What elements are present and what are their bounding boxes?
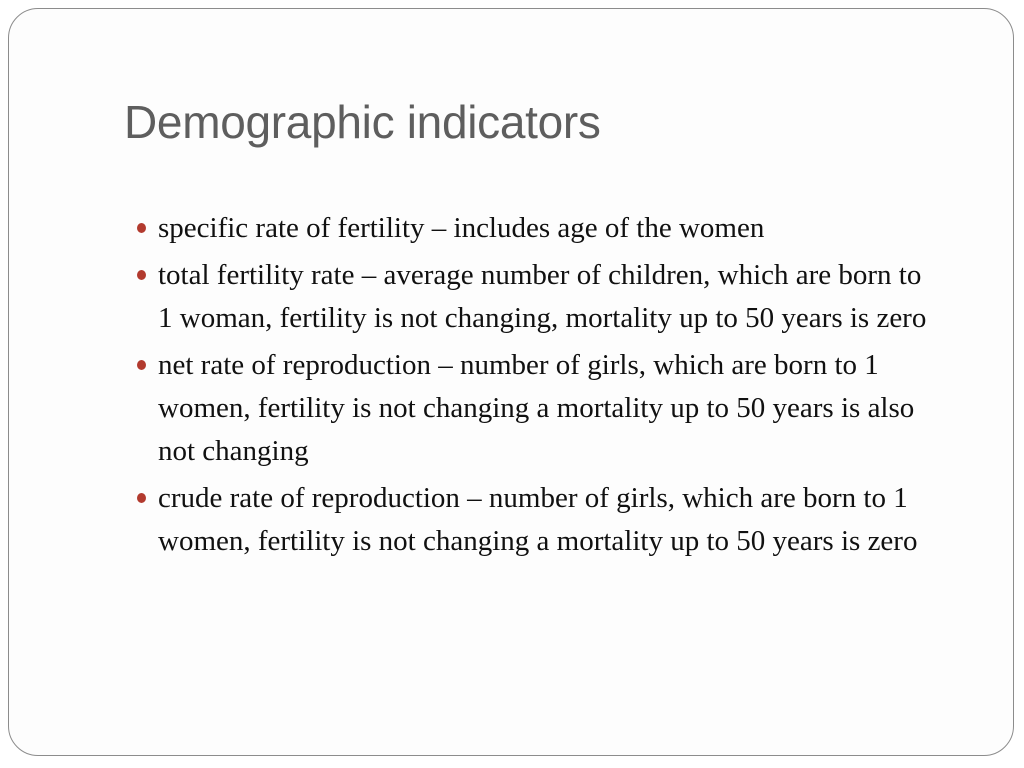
bullet-text: crude rate of reproduction – number of girls, which are born to 1 women, fertility is not changing a mortality up to 50 years is zero (158, 482, 918, 557)
list-item (135, 254, 935, 340)
list-item (135, 344, 935, 473)
bullet-dot-icon (137, 493, 146, 503)
list-item (135, 477, 935, 563)
bullet-text: net rate of reproduction – number of girls, which are born to 1 women, fertility is not changing a mortality up to 50 years is also not changing (158, 349, 915, 467)
slide-frame (8, 8, 1014, 756)
bullet-list (135, 207, 935, 567)
list-item (135, 207, 935, 250)
bullet-dot-icon (137, 270, 146, 280)
slide-title: Demographic indicators (124, 96, 601, 148)
bullet-text: specific rate of fertility – includes age of the women (158, 212, 765, 244)
bullet-dot-icon (137, 223, 146, 233)
bullet-dot-icon (137, 360, 146, 370)
bullet-text: total fertility rate – average number of children, which are born to 1 woman, fertility is not changing, mortality up to 50 years is zero (158, 259, 927, 334)
